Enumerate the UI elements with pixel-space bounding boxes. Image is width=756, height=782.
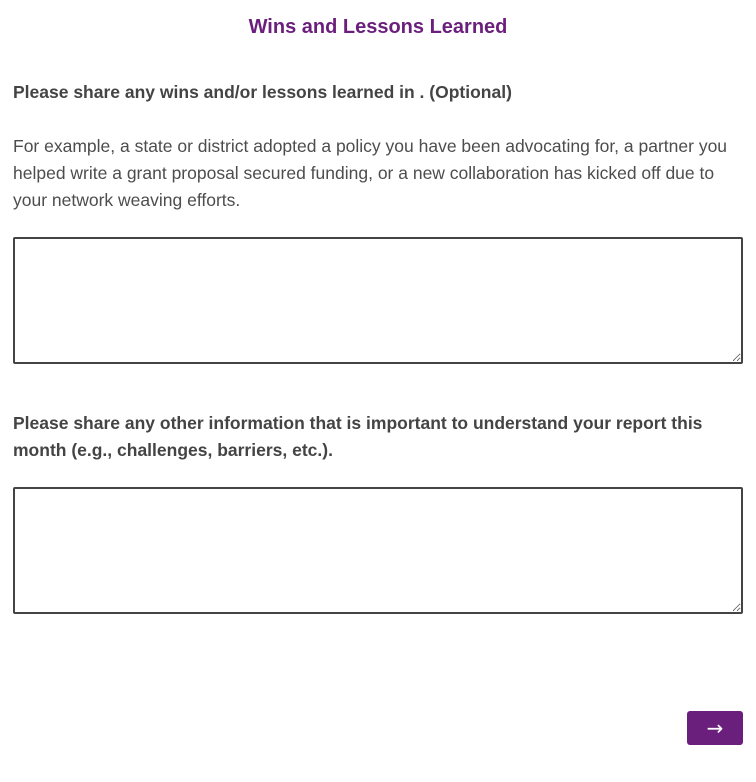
next-button[interactable] bbox=[687, 711, 743, 745]
wins-response-textarea[interactable] bbox=[13, 237, 743, 364]
other-info-response-textarea[interactable] bbox=[13, 487, 743, 614]
wins-question-description: For example, a state or district adopted a policy you have been advocating for, a partner you helped write a grant proposal secured funding, or a new collaboration has kicked off due to your network weaving efforts. bbox=[13, 136, 728, 210]
page-title: Wins and Lessons Learned bbox=[248, 16, 508, 38]
other-info-question-label: Please share any other information that is important to understand your report this month (e.g., challenges, barriers, etc.). bbox=[13, 413, 703, 460]
arrow-right-icon: → bbox=[706, 716, 724, 740]
wins-question-label: Please share any wins and/or lessons learned in . (Optional) bbox=[13, 82, 512, 102]
